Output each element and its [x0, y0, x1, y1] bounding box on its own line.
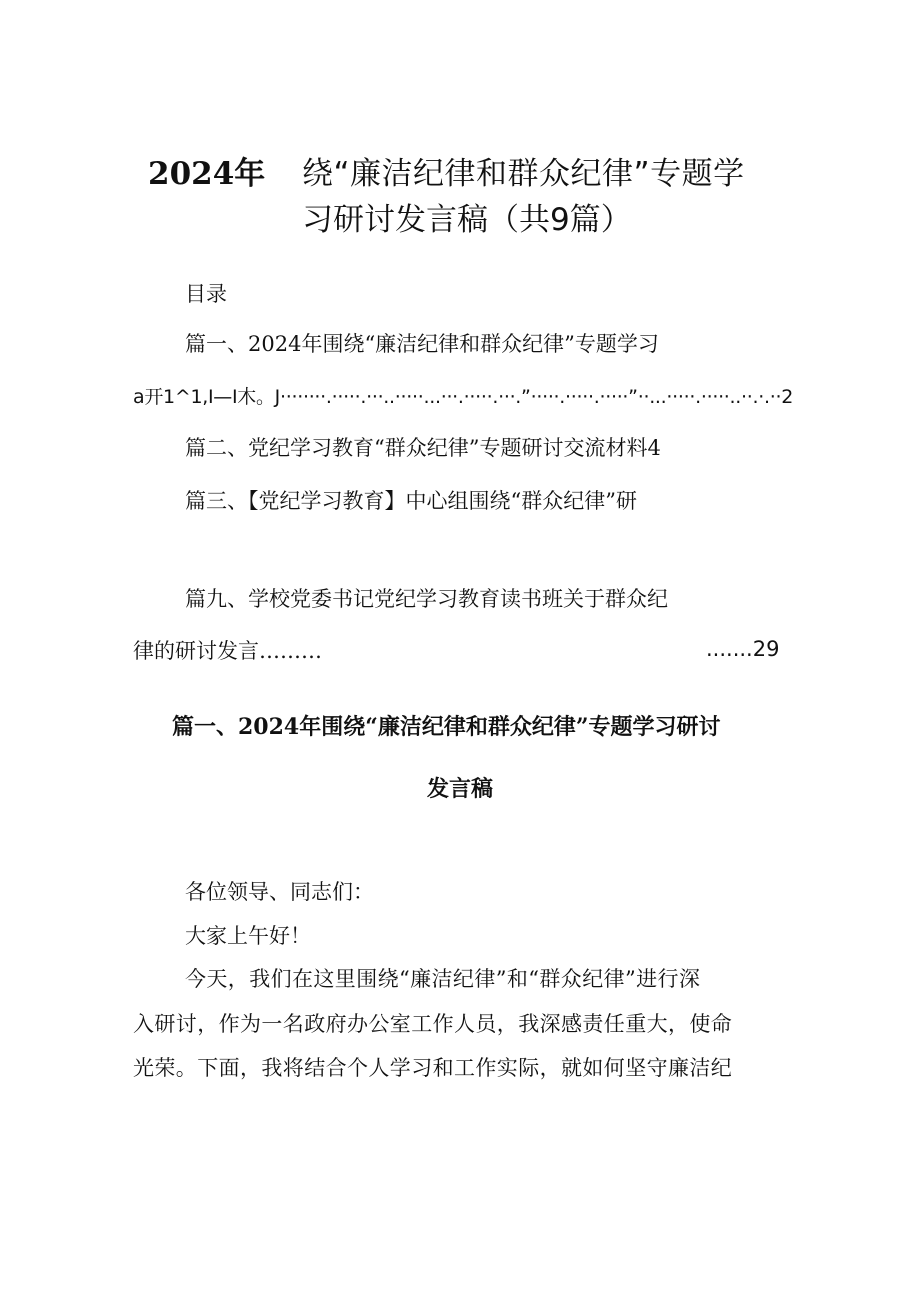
toc-entry-1-continuation[interactable]: a开1^1,I—I木。J········.·····.···..·····...···.·····.···.”·····.·····.·····”··...·····.·····..··.·.··2: [133, 386, 793, 408]
toc-entry-9-continuation[interactable]: 律的研讨发言………: [133, 639, 322, 663]
toc-entry-1[interactable]: 篇一、2024年围绕“廉洁纪律和群众纪律”专题学习: [185, 332, 659, 356]
body-hello: 大家上午好！: [185, 924, 311, 948]
title-rest-line1: 绕“廉洁纪律和群众纪律”专题学: [302, 156, 745, 192]
title-year: 2024年: [148, 156, 266, 192]
body-paragraph-line3: 光荣。下面，我将结合个人学习和工作实际，就如何坚守廉洁纪: [133, 1056, 733, 1080]
toc-entry-2[interactable]: 篇二、党纪学习教育“群众纪律”专题研讨交流材料4: [185, 436, 661, 460]
body-paragraph-line2: 入研讨，作为一名政府办公室工作人员，我深感责任重大，使命: [133, 1012, 733, 1036]
toc-label: 目录: [185, 282, 227, 306]
section-heading-line2: 发言稿: [427, 776, 494, 802]
toc-entry-9-page: .......29: [706, 637, 780, 661]
toc-entry-3[interactable]: 篇三、【党纪学习教育】中心组围绕“群众纪律”研: [185, 489, 637, 513]
body-greeting: 各位领导、同志们：: [185, 880, 374, 904]
toc-entry-9[interactable]: 篇九、学校党委书记党纪学习教育读书班关于群众纪: [185, 587, 668, 611]
document-title-line2: 习研讨发言稿（共9篇）: [302, 202, 632, 238]
section-heading-line1: 篇一、2024年围绕“廉洁纪律和群众纪律”专题学习研讨: [172, 714, 721, 740]
body-paragraph-line1: 今天，我们在这里围绕“廉洁纪律”和“群众纪律”进行深: [185, 967, 701, 991]
